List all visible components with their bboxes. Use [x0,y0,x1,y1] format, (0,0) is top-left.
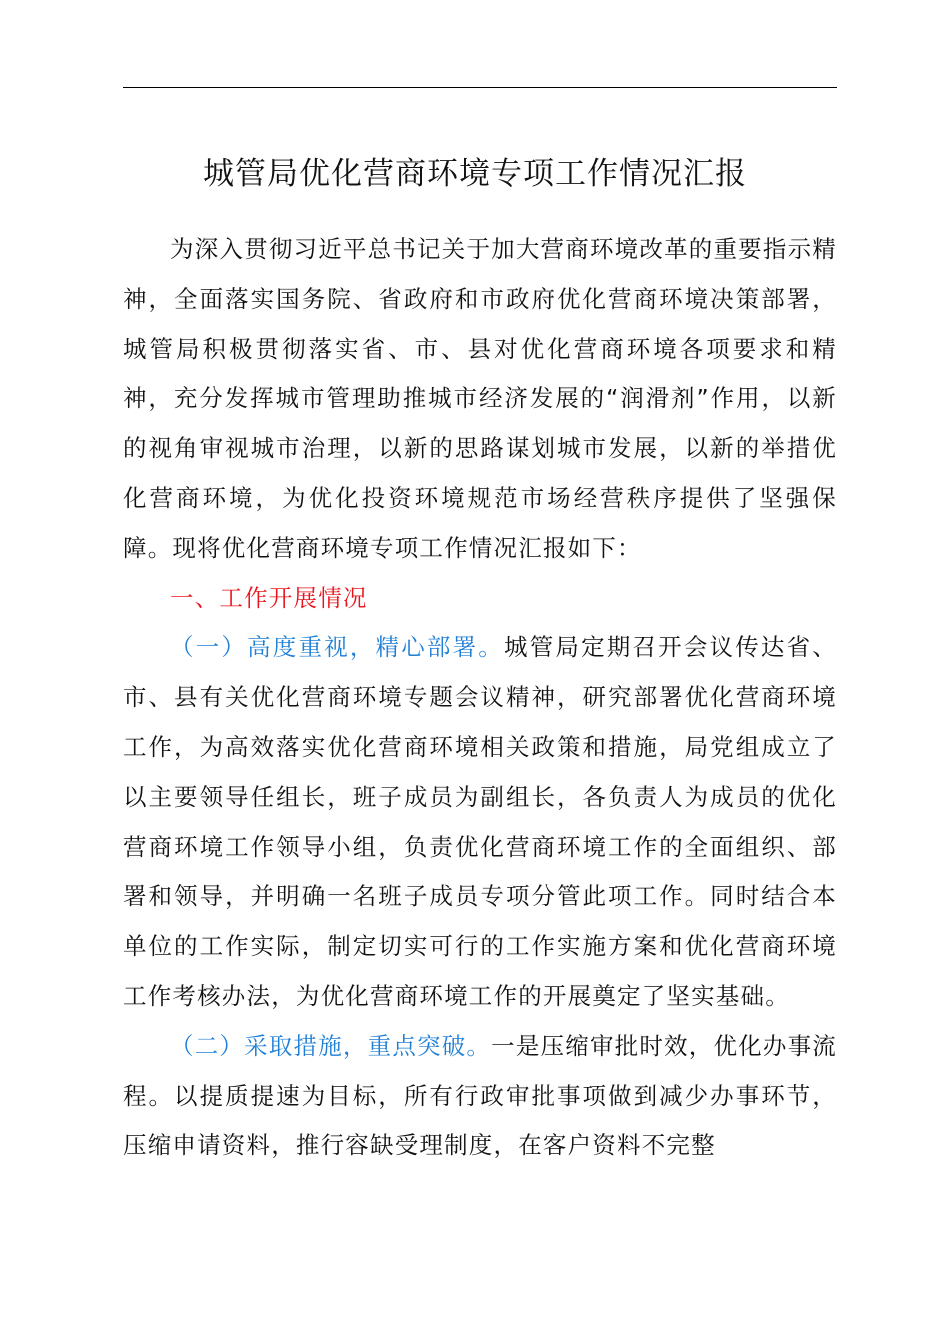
subsection-2-heading: （二）采取措施，重点突破。 [170,1031,492,1060]
subsection-2-paragraph [123,1022,837,1171]
section-1-heading: 一、工作开展情况 [170,583,368,612]
subsection-1-heading: （一）高度重视，精心部署。 [170,633,504,662]
document-title: 城管局优化营商环境专项工作情况汇报 [203,156,747,192]
subsection-1-text: 城管局定期召开会议传达省、市、县有关优化营商环境专题会议精神，研究部署优化营商环境工作，为高效落实优化营商环境相关政策和措施，局党组成立了以主要领导任组长，班子成员为副组长，各负责人为成员的优化营商环境工作领导小组，负责优化营商环境工作的全面组织、部署和领导，并明确一名班子成员专项分管此项工作。同时结合本单位的工作实际，制定切实可行的工作实施方案和优化营商环境工作考核办法，为优化营商环境工作的开展奠定了坚实基础。 [123,633,837,1010]
header-rule [123,87,837,88]
subsection-1-paragraph [123,623,837,1021]
document-body [123,225,837,1171]
subsection-2-text: 一是压缩审批时效，优化办事流程。以提质提速为目标，所有行政审批事项做到减少办事环节，压缩申请资料，推行容缺受理制度，在客户资料不完整 [123,1031,837,1160]
intro-paragraph: 为深入贯彻习近平总书记关于加大营商环境改革的重要指示精神，全面落实国务院、省政府和市政府优化营商环境决策部署，城管局积极贯彻落实省、市、县对优化营商环境各项要求和精神，充分发挥城市管理助推城市经济发展的“润滑剂”作用，以新的视角审视城市治理，以新的思路谋划城市发展，以新的举措优化营商环境，为优化投资环境规范市场经营秩序提供了坚强保障。现将优化营商环境专项工作情况汇报如下： [123,235,837,562]
